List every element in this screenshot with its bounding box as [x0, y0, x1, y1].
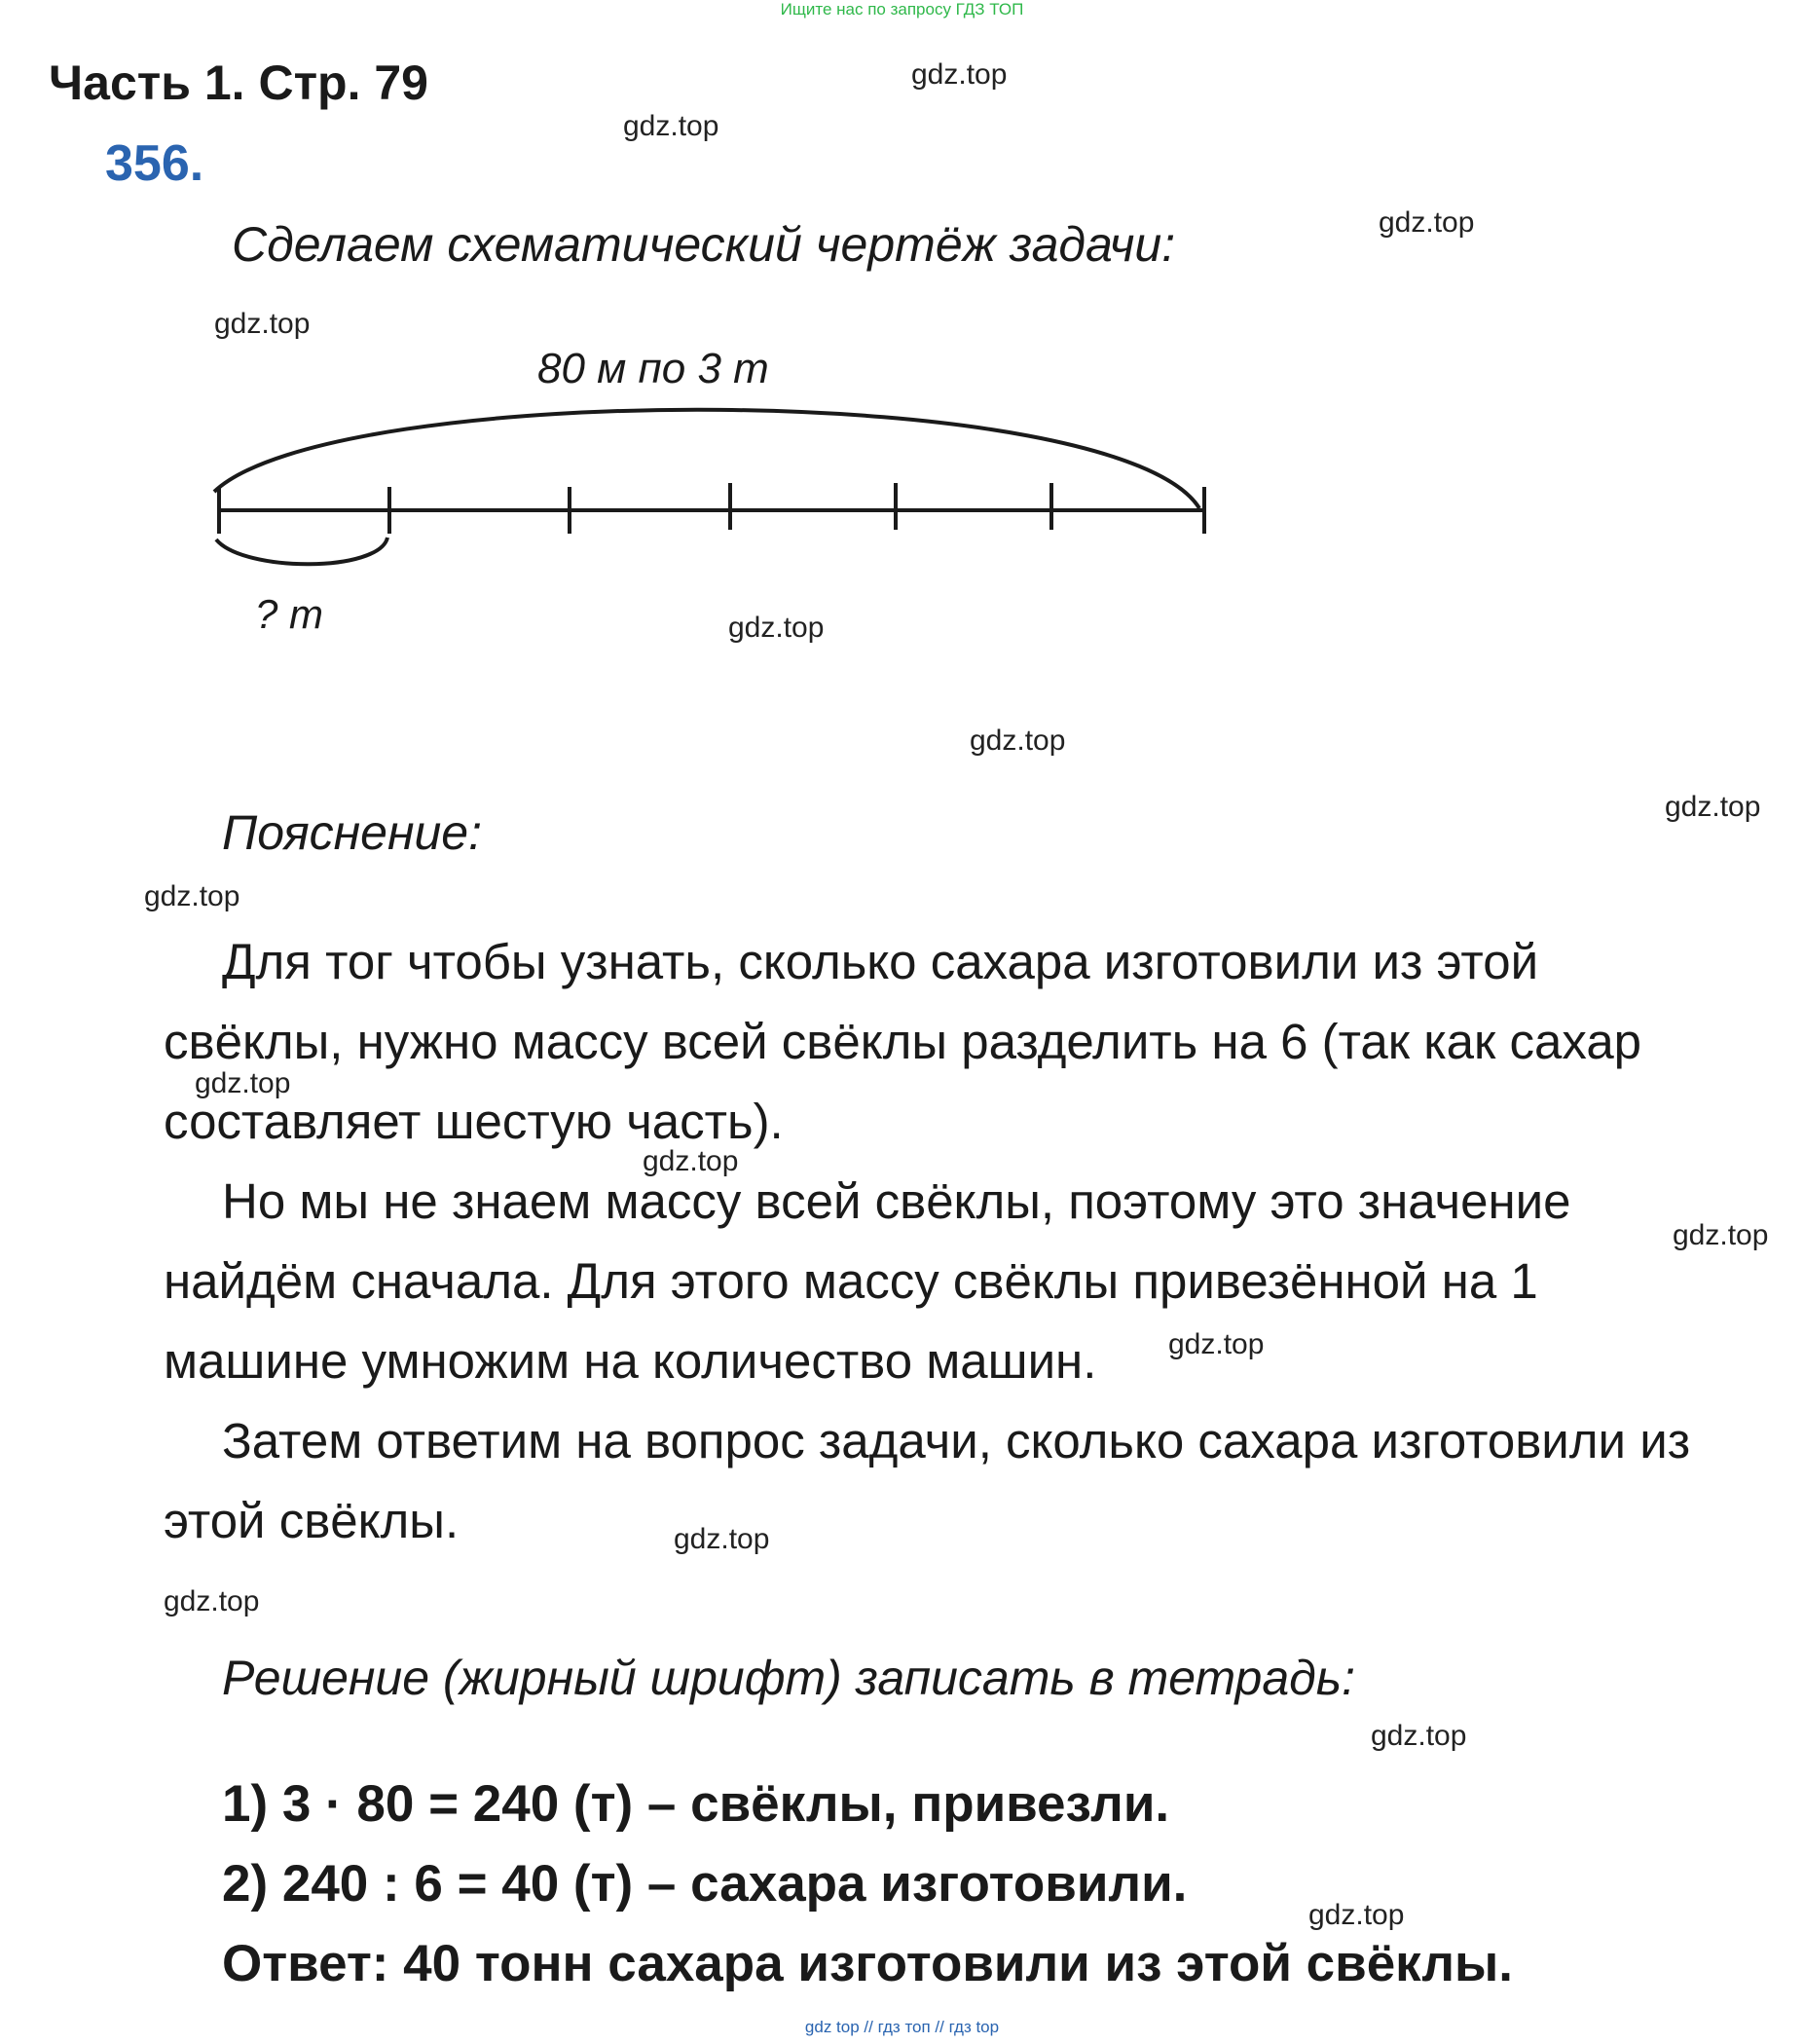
part-brace: [216, 538, 387, 564]
explanation-line: найдём сначала. Для этого массу свёклы привезённой на 1: [164, 1253, 1538, 1309]
explanation-line: Но мы не знаем массу всей свёклы, поэтому это значение: [222, 1173, 1571, 1229]
watermark: gdz.top: [1665, 791, 1761, 823]
watermark: gdz.top: [970, 725, 1066, 757]
watermark: gdz.top: [214, 308, 311, 340]
watermark: gdz.top: [1308, 1899, 1405, 1931]
page-title: Часть 1. Стр. 79: [49, 56, 428, 110]
explanation-line: Для тог чтобы узнать, сколько сахара изготовили из этой: [222, 934, 1539, 989]
explanation-heading: Пояснение:: [222, 805, 482, 860]
segment-diagram: [0, 321, 1266, 652]
watermark: gdz.top: [1371, 1720, 1467, 1752]
watermark: gdz.top: [728, 612, 825, 644]
watermark: gdz.top: [195, 1067, 291, 1099]
watermark: gdz.top: [164, 1585, 260, 1617]
explanation-line: машине умножим на количество машин.: [164, 1333, 1097, 1389]
explanation-line: свёклы, нужно массу всей свёклы разделить на 6 (так как сахар: [164, 1014, 1642, 1069]
total-label: 80 м по 3 т: [537, 345, 769, 392]
answer: Ответ: 40 тонн сахара изготовили из этой свёклы.: [222, 1935, 1514, 1992]
footer-links: gdz top // гдз топ // гдз top: [804, 2018, 1000, 2036]
watermark: gdz.top: [1379, 206, 1475, 239]
watermark: gdz.top: [674, 1523, 770, 1555]
explanation-line: этой свёклы.: [164, 1493, 460, 1548]
watermark: gdz.top: [911, 58, 1008, 91]
task-number: 356.: [105, 135, 204, 192]
solution-step-2: 2) 240 : 6 = 40 (т) – сахара изготовили.: [222, 1855, 1188, 1913]
solution-step-1: 1) 3 · 80 = 240 (т) – свёклы, привезли.: [222, 1775, 1170, 1833]
solution-heading: Решение (жирный шрифт) записать в тетрадь:: [222, 1651, 1355, 1705]
watermark: gdz.top: [643, 1145, 739, 1177]
part-label: ? т: [255, 591, 324, 637]
explanation-line: Затем ответим на вопрос задачи, сколько сахара изготовили из: [222, 1413, 1691, 1468]
search-banner: Ищите нас по запросу ГДЗ ТОП: [780, 0, 1024, 19]
explanation-line: составляет шестую часть).: [164, 1094, 784, 1149]
diagram-intro: Сделаем схематический чертёж задачи:: [232, 217, 1176, 272]
watermark: gdz.top: [1168, 1328, 1265, 1360]
watermark: gdz.top: [623, 110, 719, 142]
watermark: gdz.top: [1673, 1219, 1769, 1251]
watermark: gdz.top: [144, 880, 240, 912]
